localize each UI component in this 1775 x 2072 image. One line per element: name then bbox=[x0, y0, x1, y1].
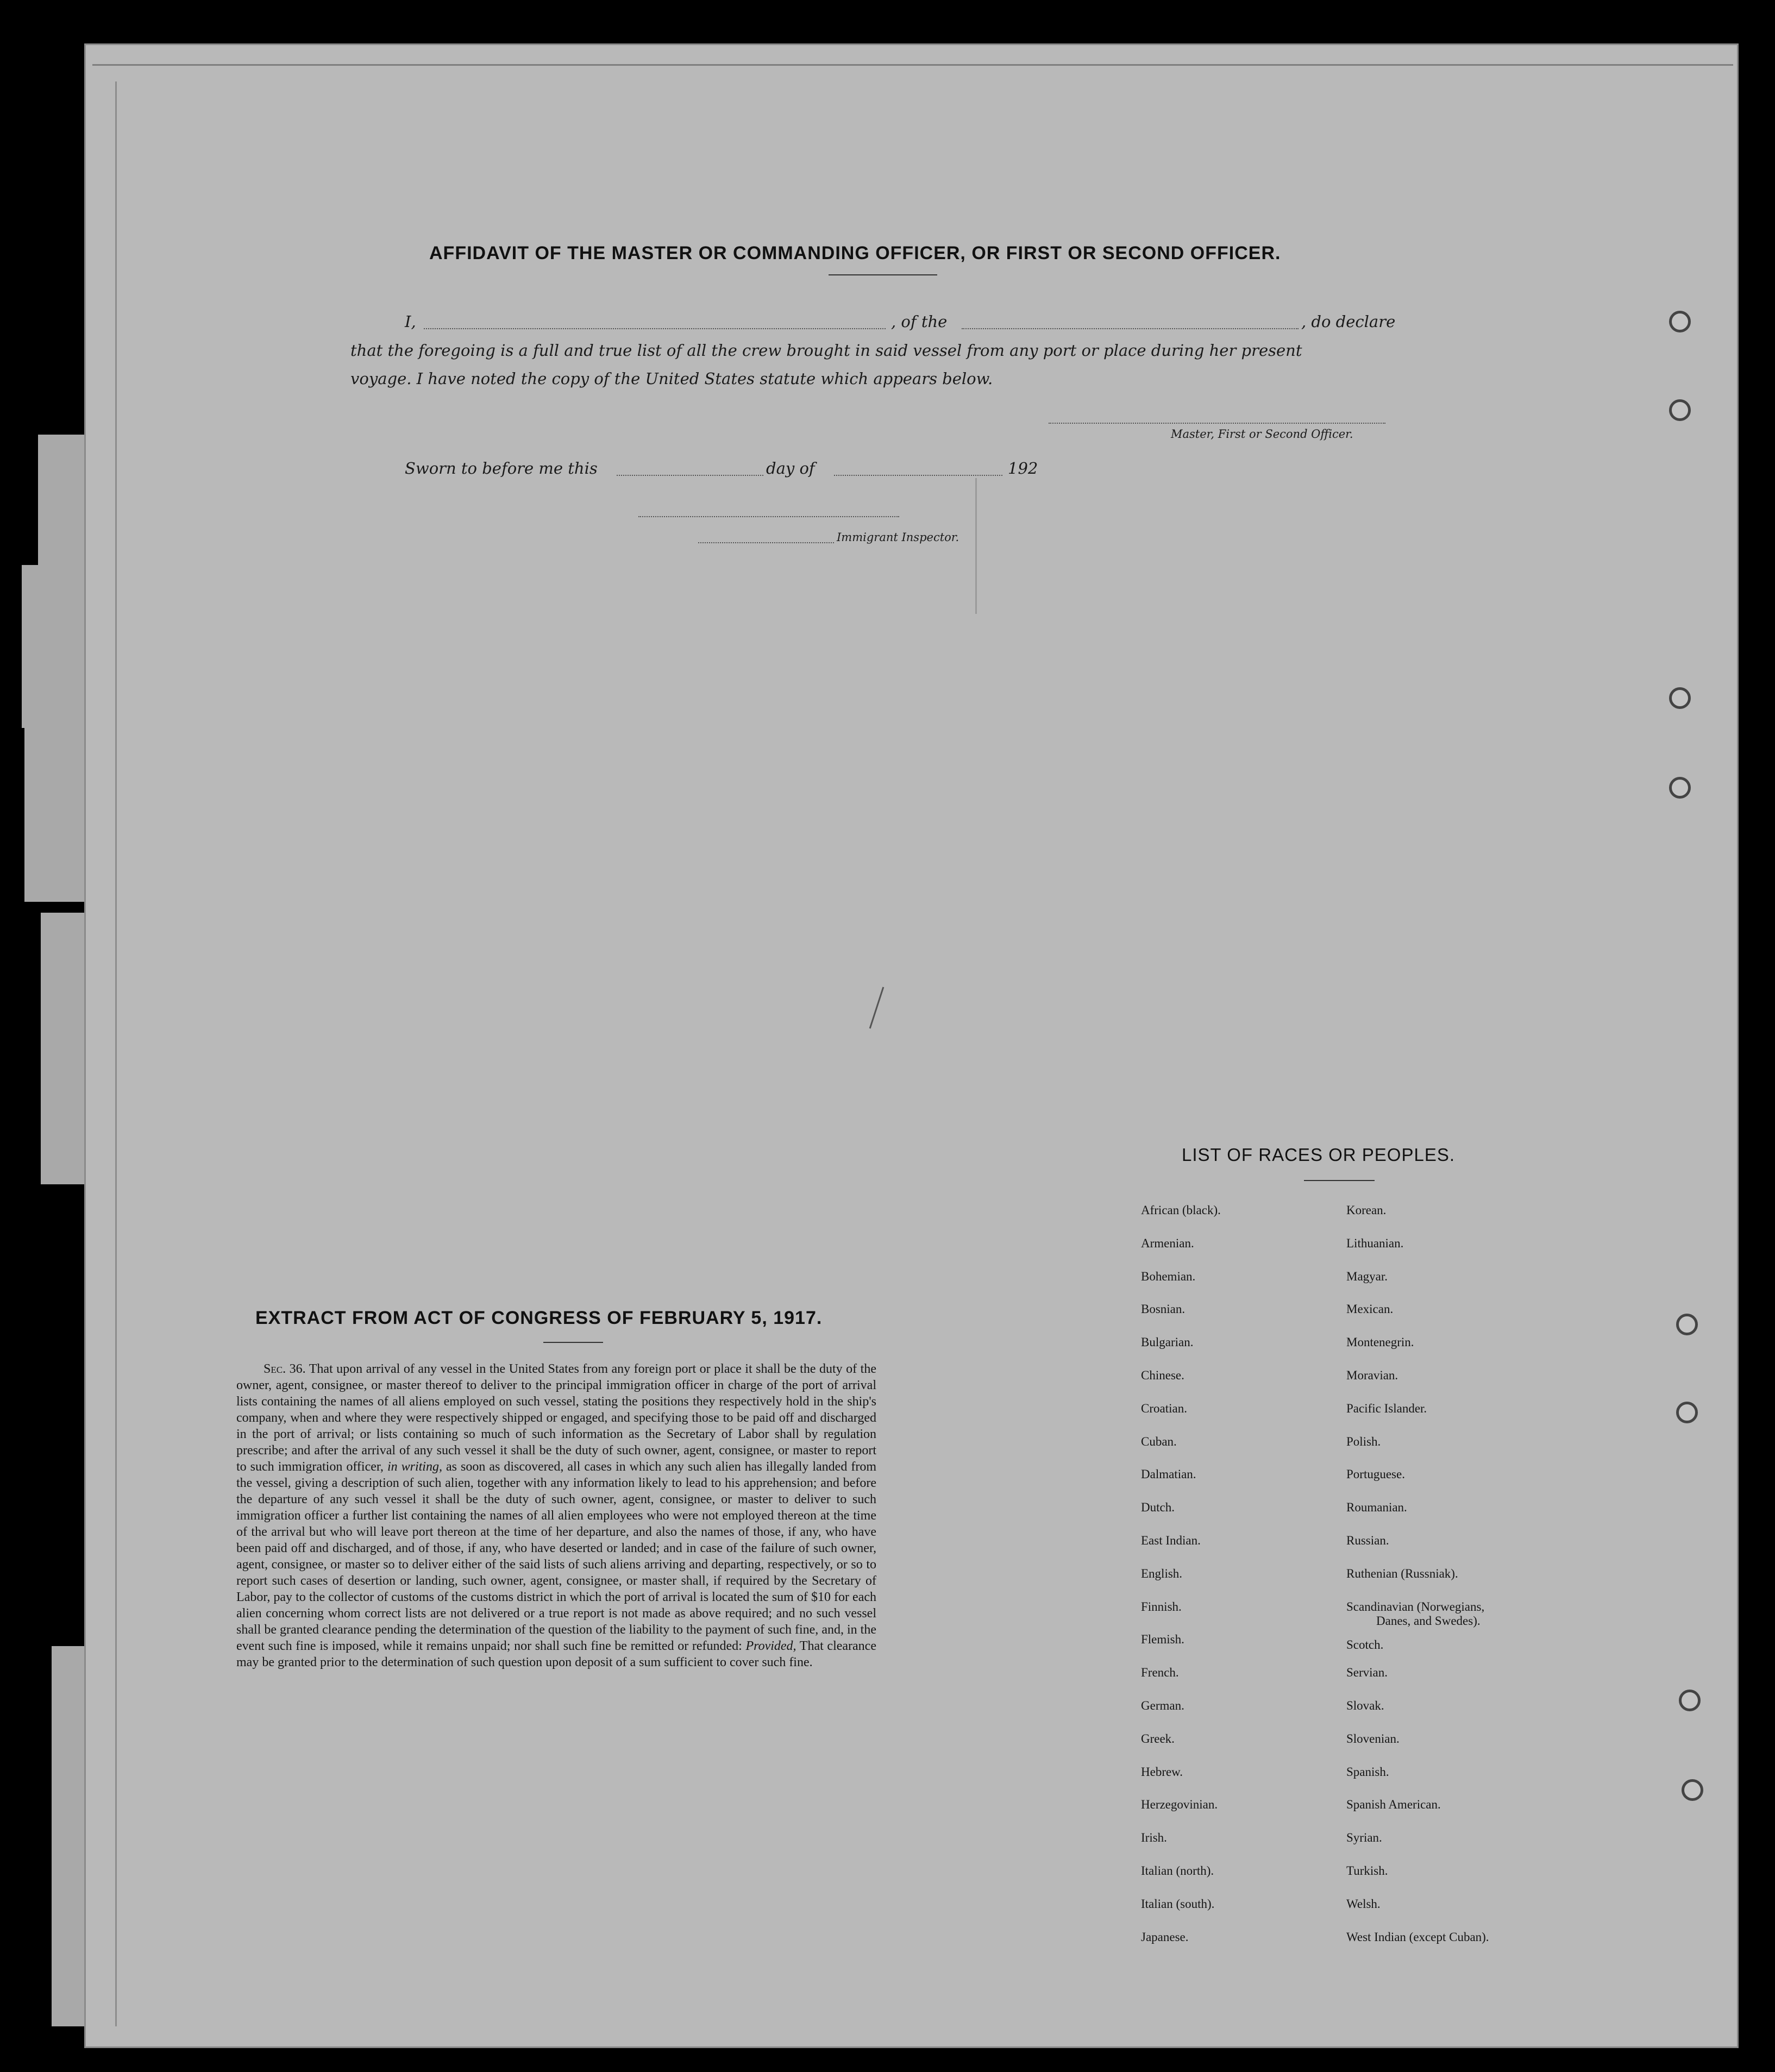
sworn-month-blank bbox=[834, 475, 1002, 476]
stray-mark bbox=[975, 478, 977, 614]
race-item: Spanish American. bbox=[1346, 1798, 1441, 1812]
race-item: Greek. bbox=[1141, 1731, 1175, 1745]
race-item: Bohemian. bbox=[1141, 1269, 1196, 1283]
race-item: Scotch. bbox=[1346, 1638, 1384, 1652]
name-blank-line bbox=[424, 328, 886, 329]
race-item: Croatian. bbox=[1141, 1401, 1187, 1415]
race-item: Cuban. bbox=[1141, 1434, 1177, 1448]
race-item: Scandinavian (Norwegians, bbox=[1346, 1599, 1485, 1613]
race-item: Magyar. bbox=[1346, 1269, 1388, 1283]
inspector-label: Immigrant Inspector. bbox=[837, 531, 959, 544]
race-item: East Indian. bbox=[1141, 1534, 1201, 1547]
race-item: Servian. bbox=[1346, 1666, 1388, 1680]
affidavit-of-the: , of the bbox=[891, 312, 948, 331]
race-item: Slovak. bbox=[1346, 1699, 1384, 1712]
affidavit-line-3: voyage. I have noted the copy of the United States statute which appears below. bbox=[350, 369, 993, 388]
section-label: Sec. 36. bbox=[264, 1362, 306, 1376]
inspector-blank-line bbox=[638, 516, 899, 517]
race-item: German. bbox=[1141, 1699, 1184, 1712]
title-underline bbox=[543, 1342, 603, 1343]
binder-hole-icon bbox=[1669, 777, 1691, 799]
race-item: Dutch. bbox=[1141, 1500, 1175, 1515]
torn-page-stub bbox=[24, 728, 90, 902]
race-item: Montenegrin. bbox=[1346, 1335, 1414, 1349]
affidavit-declare: , do declare bbox=[1301, 312, 1396, 331]
page-edge bbox=[115, 81, 117, 2026]
officer-signature-label: Master, First or Second Officer. bbox=[1171, 428, 1353, 441]
race-item: Hebrew. bbox=[1141, 1765, 1183, 1779]
extract-writing-emphasis: in writing, bbox=[387, 1460, 442, 1474]
race-item: Ruthenian (Russniak). bbox=[1346, 1566, 1458, 1580]
binder-hole-icon bbox=[1676, 1314, 1698, 1335]
extract-body bbox=[236, 1361, 876, 1671]
sworn-day-of: day of bbox=[766, 459, 815, 478]
race-item: Korean. bbox=[1346, 1203, 1387, 1217]
race-item: Finnish. bbox=[1141, 1599, 1182, 1613]
binder-hole-icon bbox=[1669, 311, 1691, 332]
race-item: Roumanian. bbox=[1346, 1500, 1407, 1515]
race-item: Irish. bbox=[1141, 1831, 1167, 1845]
torn-page-stub bbox=[38, 435, 90, 576]
sworn-date-blank bbox=[617, 475, 763, 476]
binder-hole-icon bbox=[1682, 1779, 1703, 1801]
officer-signature-line bbox=[1049, 423, 1385, 424]
extract-text-part2: as soon as discovered, all cases in which any such alien has illegally landed from the vessel, giving a description of such alien, together with any information likely to lead to his apprehension; and before the departure of any such vessel it shall be the duty of such owner, agent, consignee, or master to deliver to such immigration officer a further list containing the names of all alien employees who were not employed thereon at the time of the arrival but who will leave port thereon at the time of her departure, and also the names of those, if any, who have been paid off and discharged, and of those, if any, who have deserted or landed; and in case of the failure of such owner, agent, consignee, or master so to deliver either of the said lists of such aliens arriving and departing, respectively, or so to report such cases of desertion or landing, such owner, agent, consignee, or master shall, if required by the Secretary of Labor, pay to the collector of customs of the customs district in which the port of arrival is located the sum of $10 for each alien concerning whom correct lists are not delivered or a true report is not made as above required; and no such vessel shall be granted clearance pending the determination of the question of the liability to the payment of such fine, and, in the event such fine is imposed, while it remains unpaid; nor shall such fine be remitted or refunded: bbox=[236, 1460, 876, 1653]
affidavit-i: I, bbox=[405, 312, 416, 331]
race-item: Moravian. bbox=[1346, 1368, 1398, 1382]
vessel-blank-line bbox=[962, 328, 1299, 329]
sworn-year: 192 bbox=[1008, 459, 1038, 478]
extract-text-part1: That upon arrival of any vessel in the United States from any foreign port or place it shall be the duty of the owner, agent, consignee, or master thereof to deliver to the principal immigration officer in charge of the port of arrival lists containing the names of all aliens employed on such vessel, stating the positions they respectively hold in the ship's company, when and where they were respectively shipped or engaged, and specifying those to be paid off and discharged in the port of arrival; or lists containing so much of such information as the Secretary of Labor shall by regulation prescribe; and after the arrival of any such vessel it shall be the duty of such owner, agent, consignee, or master to report to such immigration officer, bbox=[236, 1362, 877, 1474]
race-item: African (black). bbox=[1141, 1203, 1221, 1217]
extract-text-part3: That clearance may be granted prior to the determination of such question upon deposit of a sum sufficient to cover such fine. bbox=[236, 1639, 876, 1669]
race-item: Welsh. bbox=[1346, 1897, 1381, 1911]
race-item: Chinese. bbox=[1141, 1368, 1184, 1382]
affidavit-title: AFFIDAVIT OF THE MASTER OR COMMANDING OFFICER, OR FIRST OR SECOND OFFICER. bbox=[429, 243, 1281, 263]
race-item: Herzegovinian. bbox=[1141, 1798, 1218, 1812]
race-item: Russian. bbox=[1346, 1534, 1389, 1547]
race-item: Italian (north). bbox=[1141, 1864, 1214, 1878]
race-item: French. bbox=[1141, 1666, 1179, 1680]
race-item: Portuguese. bbox=[1346, 1467, 1405, 1481]
race-item: Lithuanian. bbox=[1346, 1236, 1404, 1250]
binder-hole-icon bbox=[1669, 399, 1691, 421]
race-item: Turkish. bbox=[1346, 1864, 1388, 1878]
title-underline bbox=[829, 274, 937, 275]
race-item: Bulgarian. bbox=[1141, 1335, 1194, 1349]
race-item: Spanish. bbox=[1346, 1765, 1389, 1779]
race-item: English. bbox=[1141, 1566, 1183, 1580]
title-underline bbox=[1304, 1180, 1375, 1181]
extract-provided-emphasis: Provided, bbox=[745, 1639, 796, 1653]
race-item: Pacific Islander. bbox=[1346, 1401, 1427, 1415]
race-item: Italian (south). bbox=[1141, 1897, 1215, 1911]
torn-page-stub bbox=[41, 913, 90, 1184]
binder-hole-icon bbox=[1679, 1690, 1701, 1711]
race-item: West Indian (except Cuban). bbox=[1346, 1930, 1489, 1944]
race-item: Slovenian. bbox=[1346, 1731, 1400, 1745]
extract-title: EXTRACT FROM ACT OF CONGRESS OF FEBRUARY 5, 1917. bbox=[255, 1308, 823, 1328]
affidavit-line-2: that the foregoing is a full and true list of all the crew brought in said vessel from any port or place during her present bbox=[350, 341, 1302, 360]
torn-page-stub bbox=[22, 565, 90, 728]
binder-hole-icon bbox=[1669, 687, 1691, 709]
binder-hole-icon bbox=[1676, 1402, 1698, 1423]
race-item: Polish. bbox=[1346, 1434, 1381, 1448]
page-edge bbox=[92, 64, 1733, 66]
race-item: Dalmatian. bbox=[1141, 1467, 1196, 1481]
race-item: Japanese. bbox=[1141, 1930, 1189, 1944]
race-item: Flemish. bbox=[1141, 1633, 1184, 1647]
races-title: LIST OF RACES OR PEOPLES. bbox=[1182, 1145, 1456, 1165]
race-item: Syrian. bbox=[1346, 1831, 1382, 1845]
sworn-prefix: Sworn to before me this bbox=[405, 459, 598, 478]
race-item: Armenian. bbox=[1141, 1236, 1194, 1250]
race-item: Danes, and Swedes). bbox=[1376, 1613, 1481, 1628]
race-item: Bosnian. bbox=[1141, 1302, 1186, 1316]
inspector-signature-line bbox=[698, 542, 834, 543]
race-item: Mexican. bbox=[1346, 1302, 1394, 1316]
